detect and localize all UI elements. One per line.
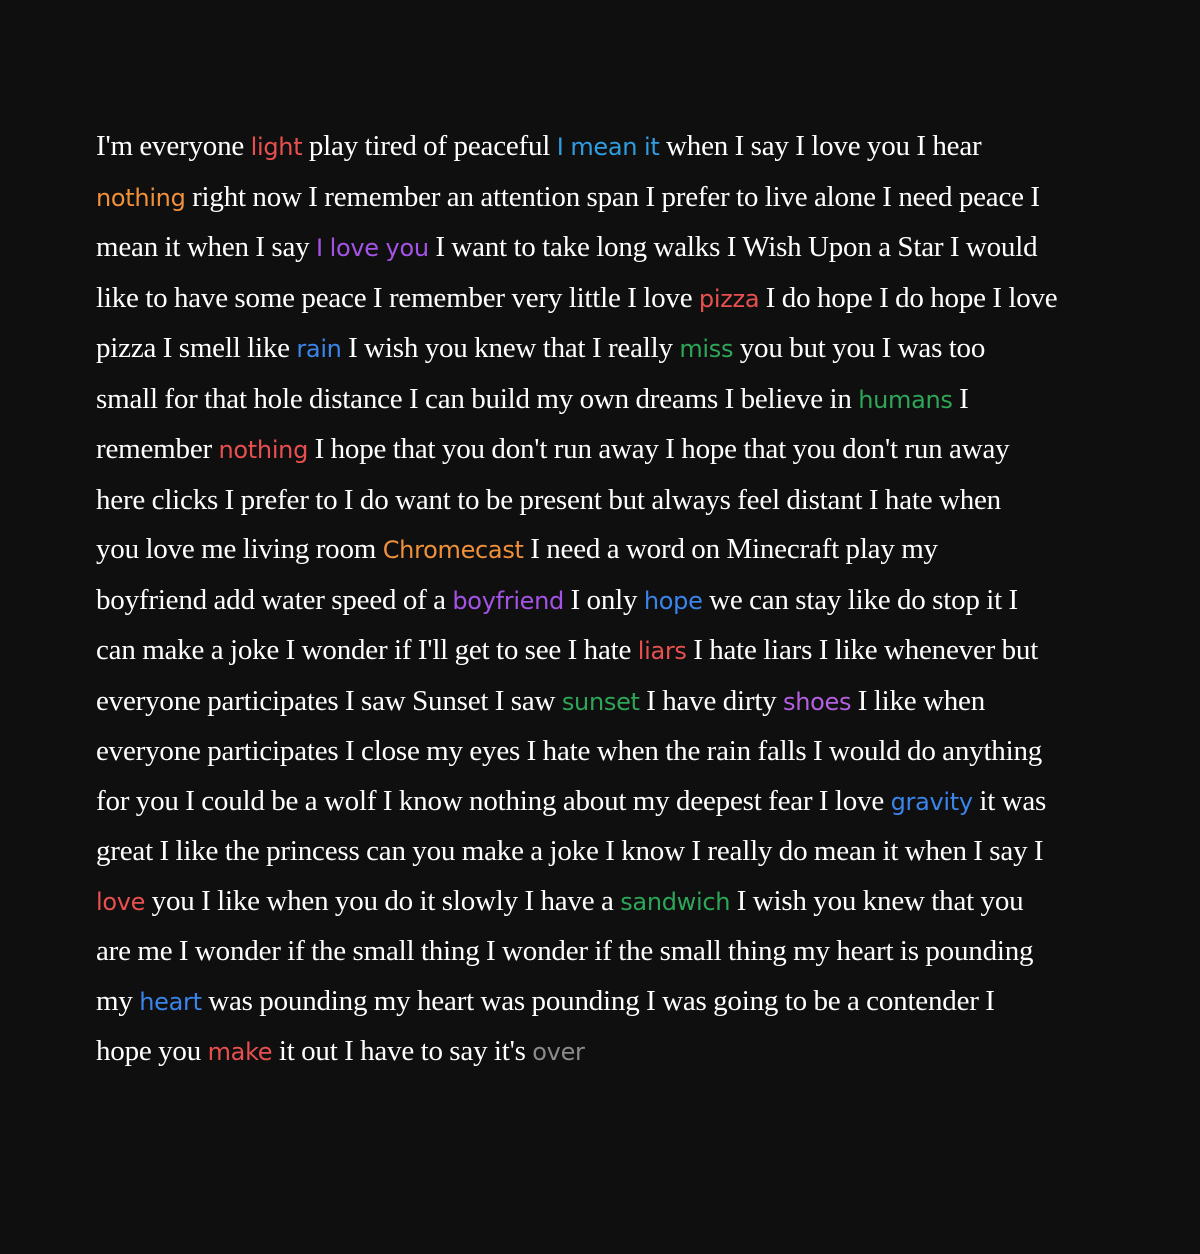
text-line	[96, 122, 1106, 173]
text-segment: I'm everyone	[96, 130, 251, 162]
text-segment: hope you	[96, 1035, 208, 1067]
text-line	[96, 476, 1106, 526]
text-segment: you I like when you do it slowly I have a	[145, 884, 621, 917]
highlighted-word: I mean it	[556, 133, 660, 161]
text-segment: I hope that you don't run away I hope that you don't run away	[308, 433, 1010, 465]
highlighted-word: pizza	[698, 284, 760, 313]
highlighted-word: light	[250, 133, 303, 161]
text-segment: everyone participates I close my eyes I hate when the rain falls I would do anything	[96, 735, 1043, 767]
text-segment: I only	[564, 583, 644, 616]
highlighted-word: nothing	[96, 183, 186, 212]
text-segment: boyfriend add water speed of a	[96, 583, 453, 616]
highlighted-word: make	[207, 1038, 273, 1066]
poem-text-block	[96, 122, 1106, 1078]
text-segment: right now I remember an attention span I prefer to live alone I need peace I	[185, 180, 1040, 213]
text-segment: it out I have to say it's	[272, 1035, 533, 1067]
text-segment: you but you I was too	[733, 332, 986, 364]
text-segment: I	[952, 382, 969, 415]
text-line	[96, 274, 1106, 325]
text-segment: I hate liars I like whenever but	[686, 634, 1039, 666]
text-segment: for you I could be a wolf I know nothing about my deepest fear I love	[96, 784, 891, 817]
text-segment: I need a word on Minecraft play my	[523, 533, 938, 565]
highlighted-word: boyfriend	[452, 586, 564, 615]
text-segment: I have dirty	[639, 684, 784, 717]
text-line	[96, 223, 1106, 274]
highlighted-word: heart	[139, 987, 202, 1016]
text-segment: I like when	[851, 684, 986, 717]
highlighted-word: over	[532, 1038, 585, 1066]
highlighted-word: hope	[643, 586, 703, 615]
text-line	[96, 977, 1106, 1028]
text-segment: pizza I smell like	[96, 332, 297, 364]
text-segment: here clicks I prefer to I do want to be present but always feel distant I hate when	[96, 483, 1001, 516]
text-segment: like to have some peace I remember very little I love	[96, 281, 699, 314]
text-segment: we can stay like do stop it I	[702, 583, 1018, 616]
text-segment: can make a joke I wonder if I'll get to see I hate	[96, 634, 638, 666]
text-line	[96, 375, 1106, 426]
text-line	[96, 827, 1106, 877]
text-segment: remember	[96, 433, 219, 465]
text-line	[96, 525, 1106, 576]
text-segment: mean it when I say	[96, 231, 316, 263]
text-line	[96, 576, 1106, 627]
highlighted-word: miss	[679, 335, 734, 363]
highlighted-word: I love you	[316, 234, 429, 262]
text-line	[96, 173, 1106, 224]
text-line	[96, 727, 1106, 777]
highlighted-word: Chromecast	[382, 536, 524, 564]
text-segment: everyone participates I saw Sunset I saw	[96, 684, 562, 717]
highlighted-word: gravity	[890, 787, 973, 816]
highlighted-word: rain	[296, 335, 342, 363]
text-segment: I do hope I do hope I love	[759, 281, 1058, 314]
text-segment: was pounding my heart was pounding I was going to be a contender I	[201, 984, 995, 1017]
text-segment: it was	[972, 784, 1047, 817]
text-segment: small for that hole distance I can build my own dreams I believe in	[96, 382, 859, 415]
text-segment: you love me living room	[96, 533, 383, 565]
text-line	[96, 324, 1106, 375]
text-line	[96, 877, 1106, 928]
text-segment: are me I wonder if the small thing I wonder if the small thing my heart is pounding	[96, 935, 1034, 967]
text-segment: when I say I love you I hear	[659, 130, 982, 162]
text-line	[96, 626, 1106, 677]
highlighted-word: sunset	[561, 687, 640, 716]
text-segment: great I like the princess can you make a joke I know I really do mean it when I say I	[96, 835, 1044, 867]
highlighted-word: shoes	[783, 687, 852, 716]
text-line	[96, 777, 1106, 828]
text-segment: I wish you knew that you	[730, 884, 1024, 917]
text-segment: play tired of peaceful	[302, 130, 557, 162]
text-segment: I want to take long walks I Wish Upon a Star I would	[428, 231, 1038, 263]
text-line	[96, 927, 1106, 977]
text-segment: my	[96, 984, 140, 1017]
highlighted-word: humans	[858, 385, 953, 414]
highlighted-word: sandwich	[620, 887, 731, 916]
text-line	[96, 1027, 1106, 1078]
text-line	[96, 677, 1106, 728]
highlighted-word: liars	[637, 637, 687, 665]
text-segment: I wish you knew that I really	[341, 332, 680, 364]
highlighted-word: nothing	[218, 436, 309, 464]
text-line	[96, 425, 1106, 476]
highlighted-word: love	[96, 887, 146, 916]
